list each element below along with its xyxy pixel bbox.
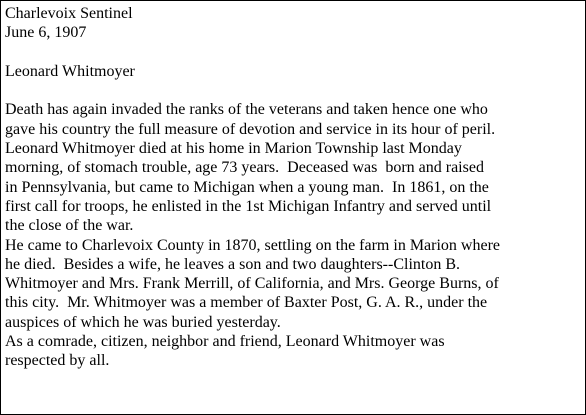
body-line: morning, of stomach trouble, age 73 years. Deceased was born and raised	[5, 159, 484, 177]
body-line: gave his country the full measure of devotion and service in its hour of peril.	[5, 120, 496, 138]
body-line: He came to Charlevoix County in 1870, settling on the farm in Marion where	[5, 236, 500, 254]
body-line: Leonard Whitmoyer died at his home in Marion Township last Monday	[5, 140, 462, 158]
body-line: first call for troops, he enlisted in the 1st Michigan Infantry and served until	[5, 197, 492, 215]
publication-name: Charlevoix Sentinel	[5, 5, 133, 22]
article-title: Leonard Whitmoyer	[5, 62, 135, 80]
body-line: Whitmoyer and Mrs. Frank Merrill, of California, and Mrs. George Burns, of	[5, 275, 499, 293]
spacer	[5, 81, 583, 100]
body-line: he died. Besides a wife, he leaves a son and two daughters--Clinton B.	[5, 255, 460, 273]
body-line: respected by all.	[5, 352, 110, 370]
publication-date: June 6, 1907	[5, 24, 87, 42]
body-line: As a comrade, citizen, neighbor and friend, Leonard Whitmoyer was	[5, 333, 445, 351]
spacer	[5, 43, 583, 62]
body-line: Death has again invaded the ranks of the veterans and taken hence one who	[5, 101, 488, 119]
body-line: in Pennsylvania, but came to Michigan when a young man. In 1861, on the	[5, 178, 489, 196]
body-line: auspices of which he was buried yesterday.	[5, 313, 281, 331]
body-line: the close of the war.	[5, 217, 134, 235]
document-text	[5, 4, 583, 371]
body-line: this city. Mr. Whitmoyer was a member of Baxter Post, G. A. R., under the	[5, 294, 488, 312]
